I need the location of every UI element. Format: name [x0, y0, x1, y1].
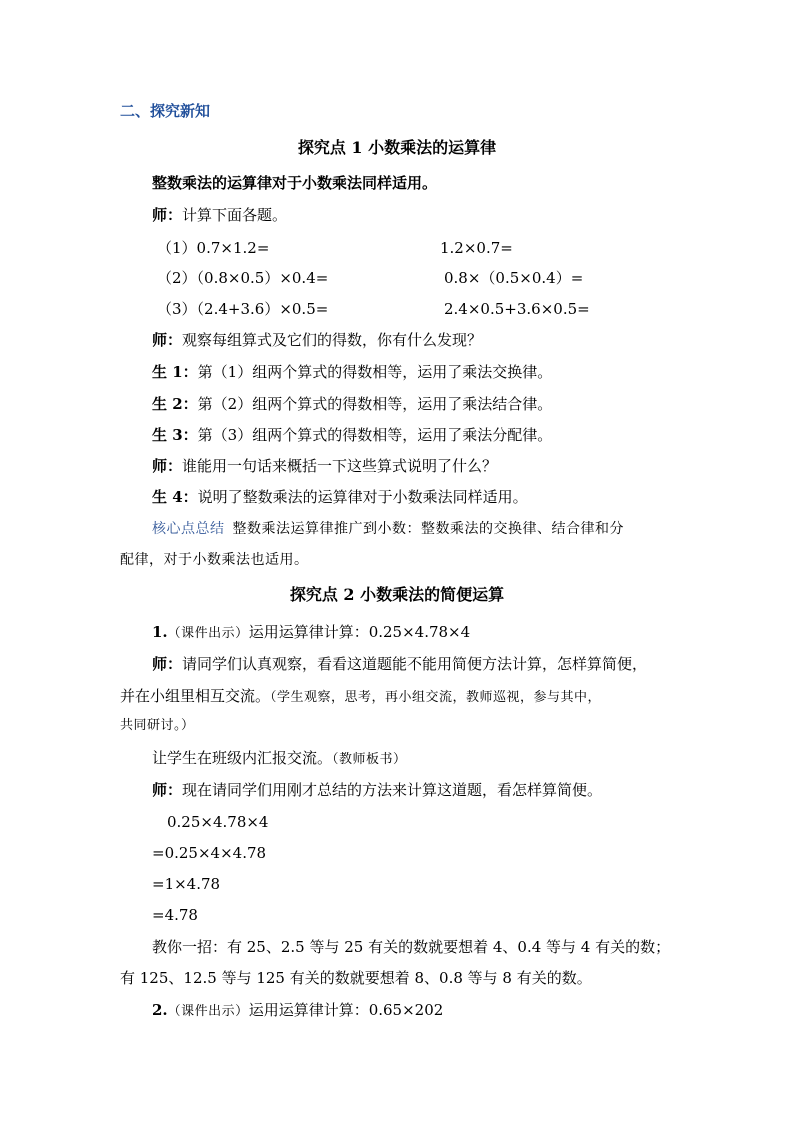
speaker-label: 生 3： [152, 426, 198, 444]
student2-line [152, 394, 552, 414]
exercise-row-1-left: （1）0.7×1.2= [157, 239, 270, 257]
summary-text: 整数乘法运算律推广到小数：整数乘法的交换律、结合律和分 [232, 521, 624, 537]
tip-line-2: 有 125、12.5 等与 125 有关的数就要想着 8、0.8 等与 8 有关的数。 [120, 969, 592, 987]
summary-label: 核心点总结 [152, 521, 225, 537]
exercise-row-2-right: 0.8×（0.5×0.4）= [444, 269, 584, 287]
speaker-label: 师： [152, 457, 183, 475]
report-text: 让学生在班级内汇报交流。 [152, 749, 333, 767]
dialogue-text: 第（3）组两个算式的得数相等，运用了乘法分配律。 [197, 426, 553, 444]
point1-heading: 探究点 1 小数乘法的运算律 [297, 138, 497, 157]
report-line [152, 748, 407, 770]
dialogue-text: 谁能用一句话来概括一下这些算式说明了什么？ [182, 457, 498, 475]
calc-step-1: 0.25×4.78×4 [167, 813, 269, 831]
exercise-row-2-left: （2）（0.8×0.5）×0.4= [157, 269, 329, 287]
exercise-row-1-right: 1.2×0.7= [440, 239, 513, 257]
calc-step-2: =0.25×4×4.78 [152, 844, 267, 862]
question-text: 运用运算律计算：0.25×4.78×4 [248, 623, 471, 641]
dialogue-text: 说明了整数乘法的运算律对于小数乘法同样适用。 [197, 488, 528, 506]
exercise-row-3-left: （3）（2.4+3.6）×0.5= [157, 300, 329, 318]
speaker-label: 师： [152, 331, 183, 349]
speaker-label: 师： [152, 206, 183, 224]
teacher4-line-3: 共同研讨。） [120, 718, 195, 733]
speaker-label: 生 4： [152, 488, 198, 506]
teacher3-line [152, 456, 497, 476]
report-note: （教师板书） [332, 752, 407, 767]
student4-line [152, 487, 528, 507]
dialogue-text: 观察每组算式及它们的得数，你有什么发现？ [182, 331, 483, 349]
student3-line [152, 425, 552, 445]
calc-step-3: =1×4.78 [152, 875, 221, 893]
teacher4-line-2 [120, 686, 601, 708]
dialogue-text: 现在请同学们用刚才总结的方法来计算这道题，看怎样算简便。 [182, 781, 603, 799]
stage-note: （学生观察，思考，再小组交流，教师巡视，参与其中， [270, 690, 602, 705]
teacher1-line [152, 205, 287, 225]
student1-line [152, 362, 552, 382]
speaker-label: 生 2： [152, 395, 198, 413]
question-number: 1. [152, 623, 168, 641]
question-number: 2. [152, 1001, 168, 1019]
section-title: 二、探究新知 [120, 102, 211, 120]
dialogue-text: 第（1）组两个算式的得数相等，运用了乘法交换律。 [197, 363, 553, 381]
dialogue-text: 并在小组里相互交流。 [120, 687, 271, 705]
dialogue-text: 计算下面各题。 [182, 206, 288, 224]
question-tag: （课件出示） [167, 626, 249, 641]
dialogue-text: 第（2）组两个算式的得数相等，运用了乘法结合律。 [197, 395, 553, 413]
question-text: 运用运算律计算：0.65×202 [248, 1001, 444, 1019]
question-tag: （课件出示） [167, 1004, 249, 1019]
point2-heading: 探究点 2 小数乘法的简便运算 [289, 585, 505, 604]
teacher4-line-1 [152, 654, 647, 674]
question2-line [152, 1000, 443, 1022]
speaker-label: 生 1： [152, 363, 198, 381]
summary-line-2: 配律，对于小数乘法也适用。 [120, 552, 309, 568]
calc-step-4: =4.78 [152, 906, 198, 924]
point1-intro: 整数乘法的运算律对于小数乘法同样适用。 [152, 174, 438, 192]
question1-line [152, 622, 470, 644]
speaker-label: 师： [152, 781, 183, 799]
summary-line-1 [152, 519, 624, 539]
dialogue-text: 请同学们认真观察，看看这道题能不能用简便方法计算，怎样算简便， [182, 655, 648, 673]
tip-line-1: 教你一招：有 25、2.5 等与 25 有关的数就要想着 4、0.4 等与 4 有关的数； [152, 938, 671, 956]
teacher2-line [152, 330, 482, 350]
teacher5-line [152, 780, 602, 800]
exercise-row-3-right: 2.4×0.5+3.6×0.5= [444, 300, 590, 318]
speaker-label: 师： [152, 655, 183, 673]
